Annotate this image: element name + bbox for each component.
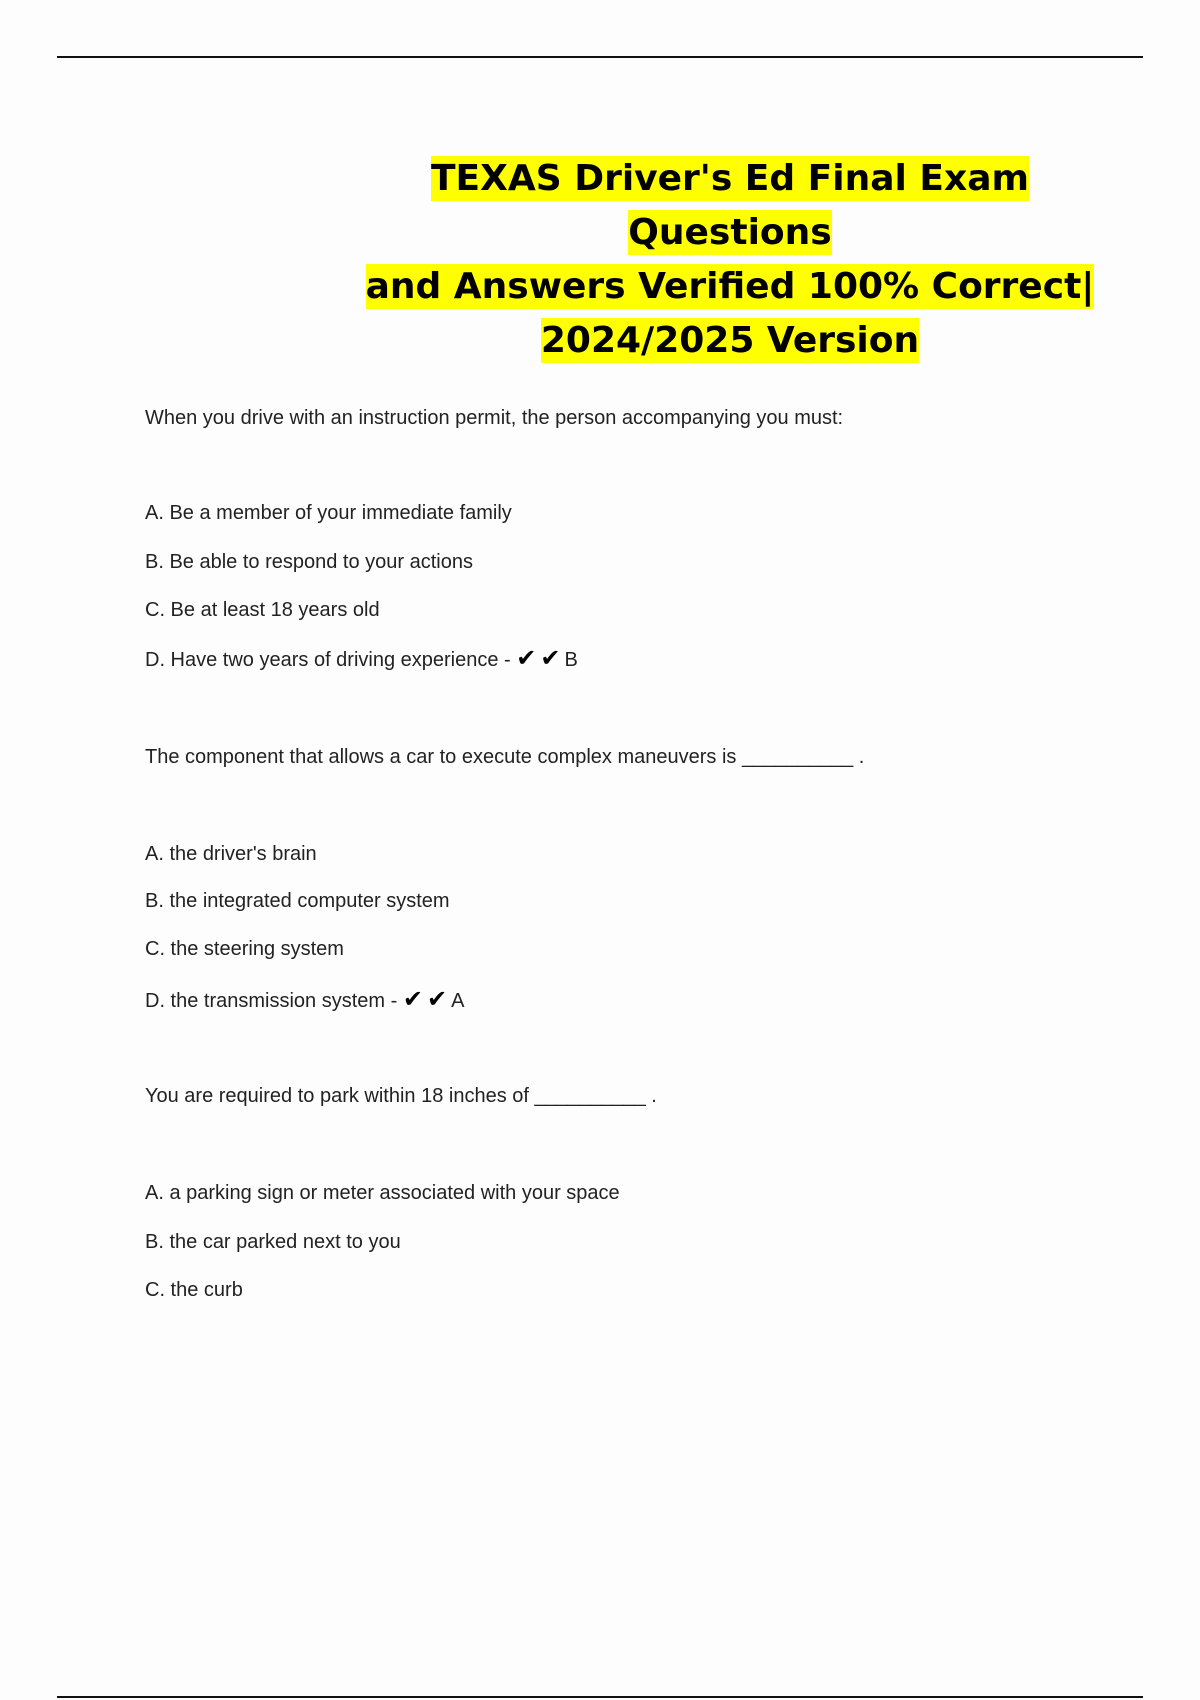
check-mark-icon: ✔	[516, 645, 537, 672]
question-1-answer: B	[564, 649, 578, 671]
check-mark-icon: ✔	[540, 645, 561, 672]
title-line-1: TEXAS Driver's Ed Final Exam Questions	[430, 158, 1030, 253]
top-rule	[57, 56, 1143, 58]
question-3-option-c: C. the curb	[145, 1279, 243, 1301]
question-2-option-c: C. the steering system	[145, 938, 344, 960]
question-2-option-a: A. the driver's brain	[145, 843, 317, 865]
check-mark-icon: ✔	[402, 986, 423, 1013]
document-title	[330, 152, 1130, 368]
bottom-rule	[57, 1696, 1143, 1698]
question-1-option-d: D. Have two years of driving experience -	[145, 649, 517, 671]
question-1-option-c: C. Be at least 18 years old	[145, 599, 380, 621]
question-2-option-b: B. the integrated computer system	[145, 890, 450, 912]
question-1-text: When you drive with an instruction permit, the person accompanying you must:	[145, 407, 844, 429]
title-line-3: 2024/2025 Version	[540, 320, 920, 361]
question-1-option-a: A. Be a member of your immediate family	[145, 502, 512, 524]
question-2-answer: A	[451, 990, 465, 1012]
question-2-text: The component that allows a car to execute complex maneuvers is __________ .	[145, 746, 865, 768]
question-2-option-d-row	[145, 987, 464, 1014]
question-3-text: You are required to park within 18 inches of __________ .	[145, 1085, 657, 1107]
question-1-option-b: B. Be able to respond to your actions	[145, 551, 473, 573]
question-3-option-b: B. the car parked next to you	[145, 1231, 401, 1253]
title-line-2: and Answers Verified 100% Correct|	[365, 266, 1095, 307]
check-mark-icon: ✔	[426, 986, 448, 1013]
question-3-option-a: A. a parking sign or meter associated with your space	[145, 1182, 620, 1204]
question-2-option-d: D. the transmission system -	[145, 990, 403, 1012]
question-1-option-d-row	[145, 646, 578, 673]
